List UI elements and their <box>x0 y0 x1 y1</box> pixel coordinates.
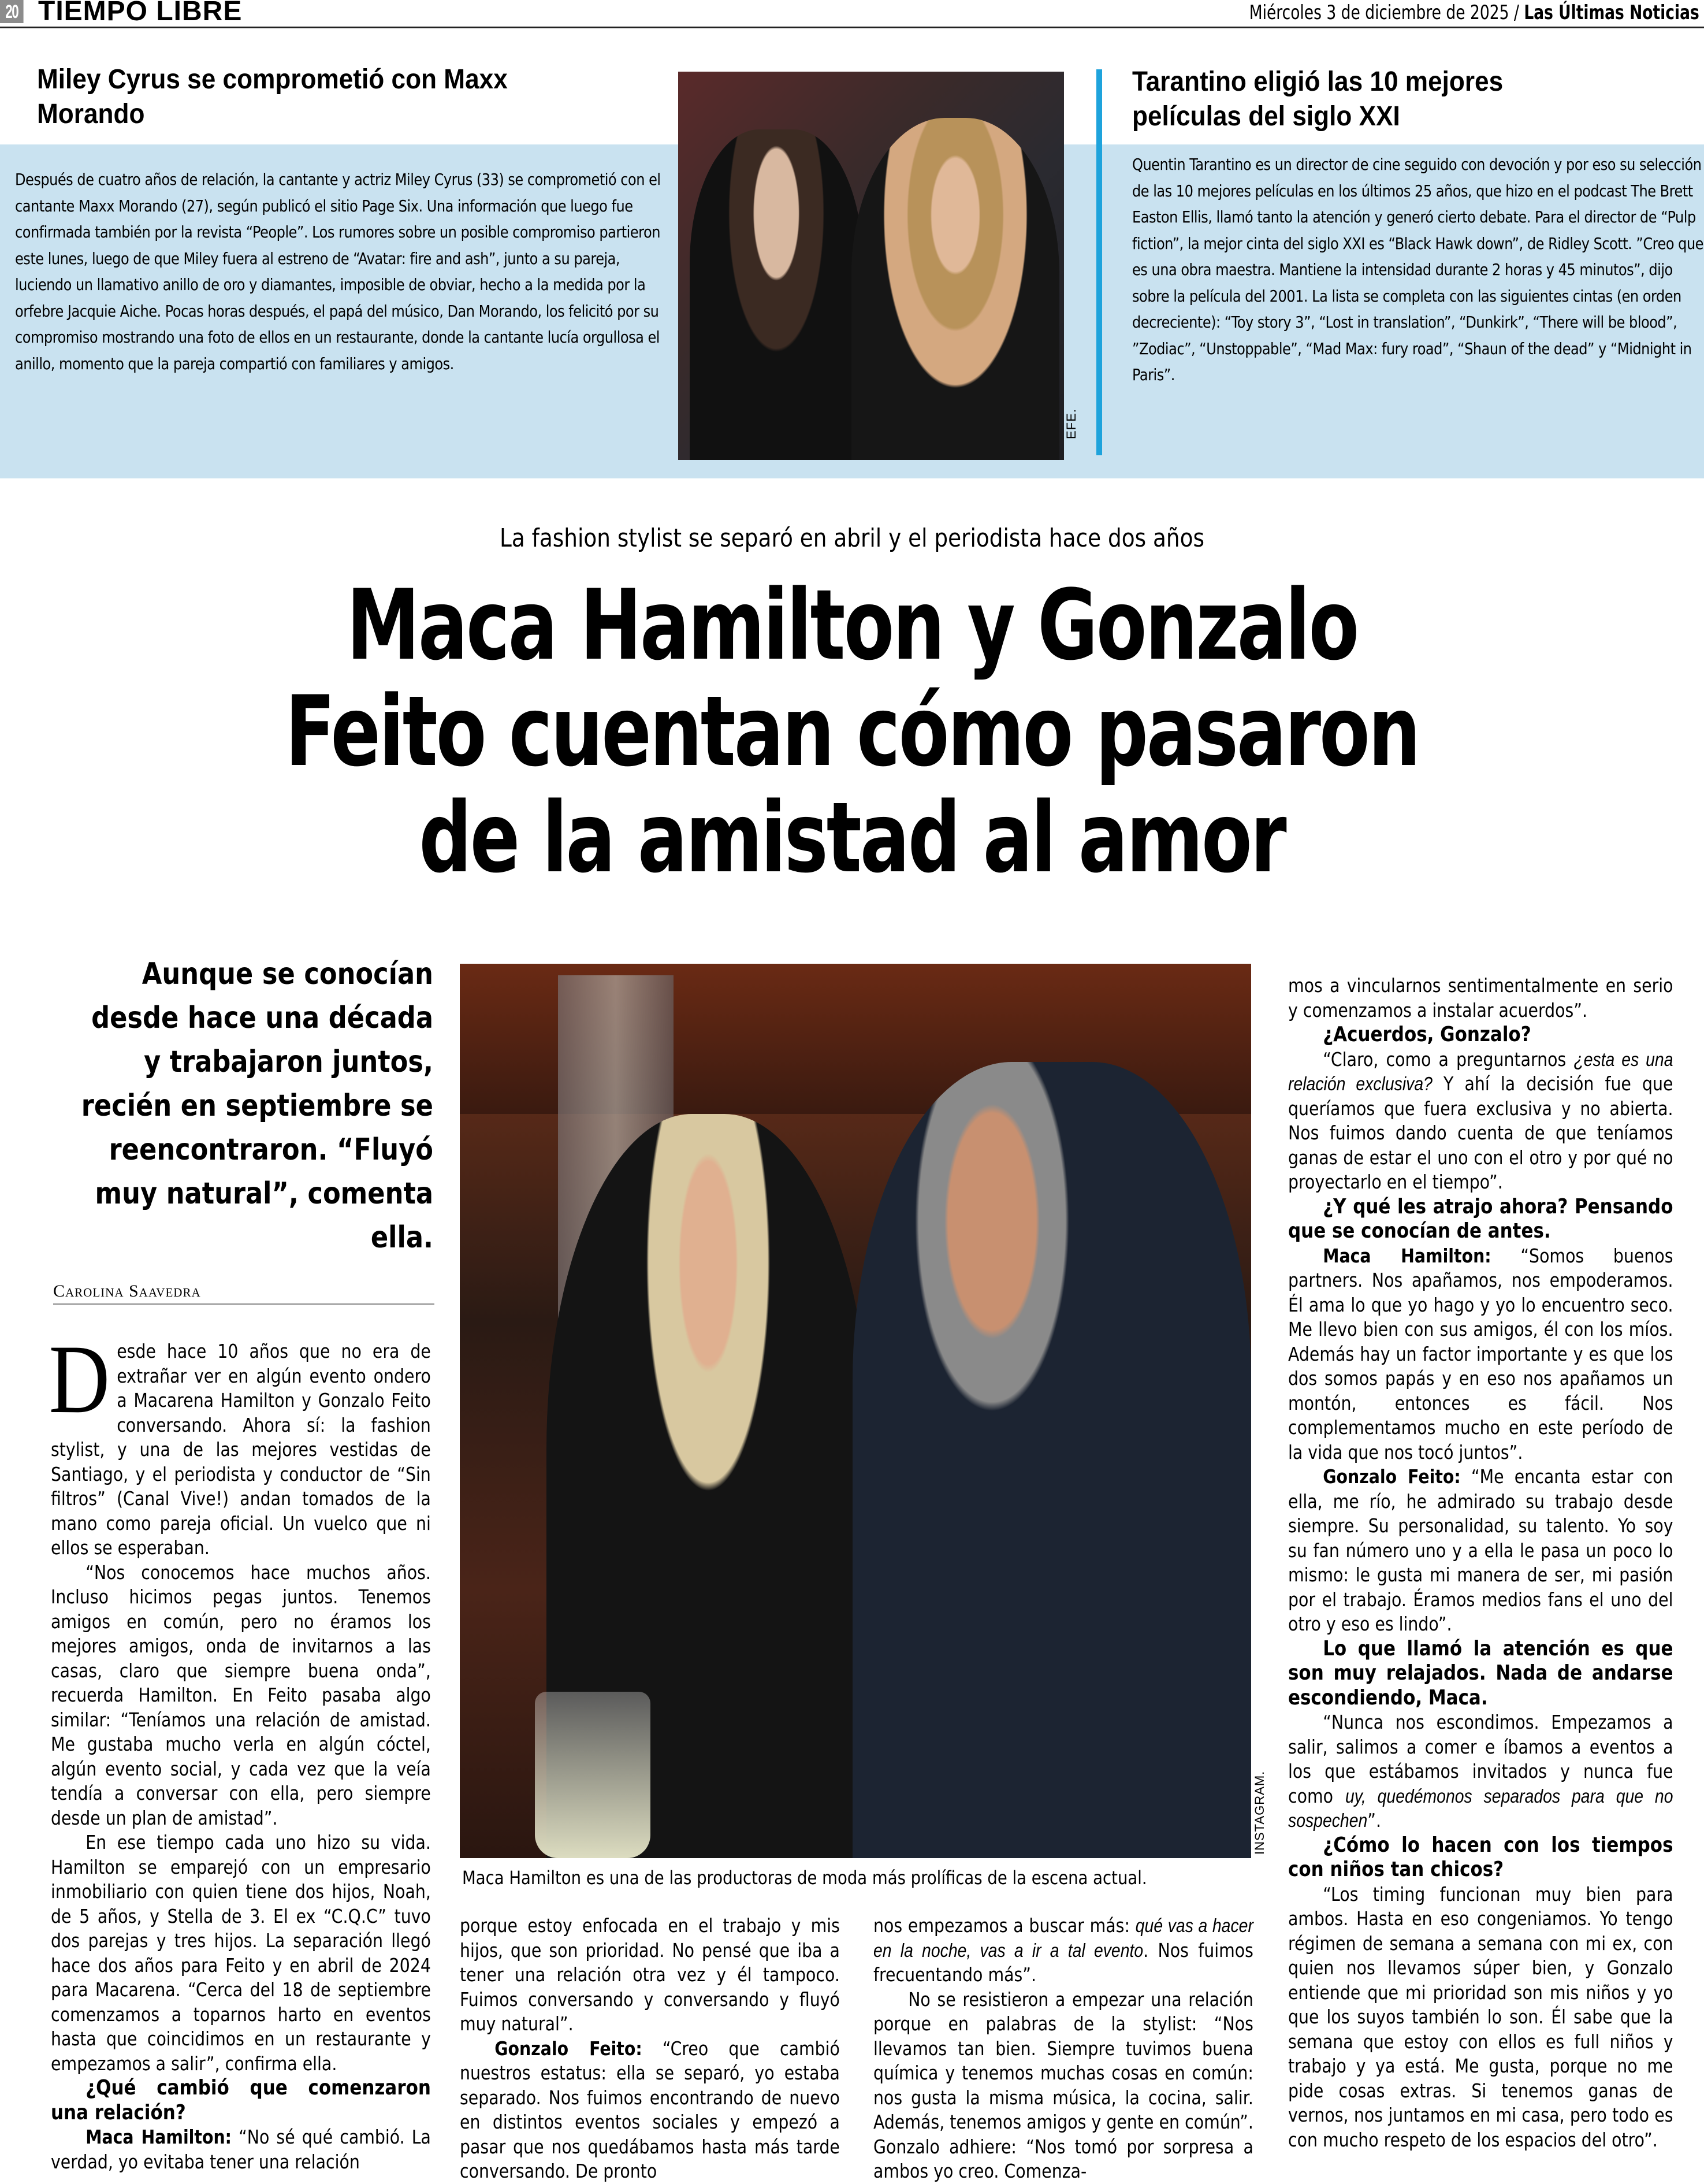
byline-rule <box>53 1303 434 1305</box>
accent-bar <box>1096 69 1102 455</box>
section-title: TIEMPO LIBRE <box>38 0 243 27</box>
photo-caption: Maca Hamilton es una de las productoras de moda más prolíficas de la escena actual. <box>462 1867 1147 1889</box>
italic-quote: qué vas a hacer en la noche, vas a ir a tal evento <box>873 1915 1253 1961</box>
interview-question: ¿Acuerdos, Gonzalo? <box>1323 1023 1531 1046</box>
photo-credit-instagram: INSTAGRAM. <box>1252 1770 1267 1855</box>
photo-figure-woman <box>851 118 1059 460</box>
byline: Carolina Saavedra <box>53 1282 201 1301</box>
article-column-4 <box>1288 974 1673 2152</box>
speaker-label: Gonzalo Feito: <box>494 2037 642 2060</box>
answer-text: “Claro, como a preguntarnos <box>1323 1048 1574 1071</box>
answer-text: porque estoy enfocada en el trabajo y mis hijos, que son prioridad. No pensé que iba a tener una relación otra vez y él tampoco. Fuimos conversando y conversando y fluyó muy natural”. <box>460 1914 840 2035</box>
interview-question: ¿Y qué les atrajo ahora? Pensando que se conocían de antes. <box>1288 1194 1673 1243</box>
photo-credit-efe: EFE. <box>1064 408 1078 439</box>
dateline-separator: / <box>1514 1 1520 24</box>
page-number: 20 <box>0 0 24 23</box>
answer-text: “Creo que cambió nuestros estatus: ella se separó, yo estaba separado. Nos fuimos encontrando de nuevo en distintos eventos sociales y empezó a pasar que nos quedábamos hasta más tarde conversando. De pronto <box>460 2037 840 2182</box>
interview-question: ¿Cómo lo hacen con los tiempos con niños tan chicos? <box>1288 1833 1673 1881</box>
answer-text: nos empezamos a buscar más: <box>873 1914 1136 1937</box>
answer-text: “Me encanta estar con ella, me río, he admirado su trabajo desde siempre. Su personalidad, su talento. Yo soy su fan número uno y a ella le pasa un poco lo mismo: le gusta mi manera de ser, mi pasión por el trabajo. Éramos medios fans el uno del otro y eso es lindo”. <box>1288 1465 1673 1635</box>
photo-figure-man <box>690 129 863 460</box>
dateline <box>1249 1 1699 24</box>
photo-glass <box>535 1692 650 1858</box>
article-kicker: La fashion stylist se separó en abril y el periodista hace dos años <box>500 523 1204 553</box>
interview-question: ¿Qué cambió que comenzaron una relación? <box>51 2076 431 2124</box>
answer-text: . Nos fuimos frecuentando más”. <box>873 1938 1253 1986</box>
publication-name: Las Últimas Noticias <box>1524 1 1699 24</box>
article-headline: Maca Hamilton y Gonzalo Feito cuentan cómo pasaron de la amistad al amor <box>285 569 1419 894</box>
answer-text: “Somos buenos partners. Nos apañamos, nos empoderamos. Él ama lo que yo hago y yo lo encuentro seco. Me llevo bien con sus amigos, él con los míos. Además hay un factor importante y es que los dos somos papás y en eso nos apañamos un montón, entonces es fácil. Nos complementamos mucho en este período de la vida que nos tocó juntos”. <box>1288 1244 1673 1464</box>
speaker-label: Gonzalo Feito: <box>1323 1465 1461 1488</box>
answer-text: “Los timing funcionan muy bien para ambos. Hasta en eso congeniamos. Yo tengo régimen de semana a semana con mi ex, con quien nos llevamos súper bien, y Gonzalo entiende que mi prioridad son mis niños y yo que los suyos también lo son. Él sabe que la semana que estoy con ellos es full niños y trabajo y ya está. Me gusta, porque no me pide cosas extras. Si tenemos ganas de vernos, nos juntamos en mi casa, pero todo es con mucho respeto de los espacios del otro”. <box>1288 1882 1673 2151</box>
answer-text: “No sé qué cambió. La verdad, yo evitaba tener una relación <box>51 2126 431 2173</box>
paragraph: “Nos conocemos hace muchos años. Incluso hicimos pegas juntos. Tenemos amigos en común, pero no éramos los mejores amigos, onda de invitarnos a las casas, claro que siempre buena onda”, recuerda Hamilton. En Feito pasaba algo similar: “Teníamos una relación de amistad. Me gustaba mucho verla en algún cóctel, algún evento social, y cada vez que la veía tendía a conversar con ella, pero siempre desde un plan de amistad”. <box>51 1561 431 1829</box>
paragraph: No se resistieron a empezar una relación porque en palabras de la stylist: “Nos llevamos tan bien. Siempre tuvimos buena química y tenemos muchas cosas en común: nos gusta la misma música, la cocina, salir. Además, tenemos amigos y gente en común”. Gonzalo adhiere: “Nos tomó por sorpresa a ambos yo creo. Comenza- <box>873 1988 1253 2182</box>
answer-text: ”. <box>1367 1809 1382 1832</box>
brief-miley-body: Después de cuatro años de relación, la cantante y actriz Miley Cyrus (33) se comprometió con el cantante Maxx Morando (27), según publicó el sitio Page Six. Una información que luego fue confirmada también por la revista “People”. Los rumores sobre un posible compromiso partieron este lunes, luego de que Miley fuera al estreno de “Avatar: fire and ash”, junto a su pareja, luciendo un llamativo anillo de oro y diamantes, imposible de obviar, hecho a la medida por la orfebre Jacquie Aiche. Pocas horas después, el papá del músico, Dan Morando, los felicitó por su compromiso mostrando una foto de ellos en un restaurante, donde la cantante lucía orgullosa el anillo, momento que la pareja compartió con familiares y amigos. <box>15 170 661 373</box>
drop-cap: D <box>49 1325 110 1433</box>
answer-text: Y ahí la decisión fue que queríamos que fuera exclusiva y no abierta. Nos fuimos dando cuenta de que teníamos ganas de estar el uno con el otro y por qué no proyectarlo en el tiempo”. <box>1288 1072 1673 1193</box>
article-column-3 <box>873 1914 1253 2184</box>
miley-morando-photo <box>678 72 1064 460</box>
answer-text: “Nunca nos escondimos. Empezamos a salir, salimos a comer e íbamos a eventos a los que estábamos invitados y nunca fue como <box>1288 1711 1673 1807</box>
paragraph: esde hace 10 años que no era de extrañar ver en algún evento ondero a Macarena Hamilton y Gonzalo Feito conversando. Ahora sí: la fashion stylist, y una de las mejores vestidas de Santiago, y el periodista y conductor de “Sin filtros” (Canal Vive!) andan tomados de la mano como pareja oficial. Un vuelco que ni ellos se esperaban. <box>51 1340 431 1559</box>
article-column-2 <box>460 1914 840 2184</box>
interview-question: Lo que llamó la atención es que son muy relajados. Nada de andarse escondiendo, Maca. <box>1288 1636 1673 1710</box>
paragraph: mos a vincularnos sentimentalmente en serio y comenzamos a instalar acuerdos”. <box>1288 974 1673 1022</box>
article-deck: Aunque se conocían desde hace una década y trabajaron juntos, recién en septiembre se reencontraron. “Fluyó muy natural”, comenta ella. <box>81 957 434 1255</box>
issue-date: Miércoles 3 de diciembre de 2025 <box>1249 1 1509 24</box>
italic-quote: ¿esta es una relación exclusiva? <box>1288 1048 1673 1094</box>
header-rule <box>0 27 1704 28</box>
speaker-label: Maca Hamilton: <box>1323 1244 1491 1267</box>
brief-miley-title: Miley Cyrus se comprometió con Maxx Morando <box>37 64 508 129</box>
article-column-1 <box>49 1325 431 2174</box>
brief-tarantino-title: Tarantino eligió las 10 mejores películas del siglo XXI <box>1132 66 1504 132</box>
brief-tarantino-body: Quentin Tarantino es un director de cine seguido con devoción y por eso su selección de las 10 mejores películas en los últimos 25 años, que hizo en el podcast The Brett Easton Ellis, llamó tanto la atención y generó cierto debate. Para el director de “Pulp fiction”, la mejor cinta del siglo XXI es “Black Hawk down”, de Ridley Scott. ”Creo que es una obra maestra. Mantiene la intensidad durante 2 horas y 45 minutos”, dijo sobre la película del 2001. La lista se completa con las siguientes cintas (en orden decreciente): “Toy story 3”, “Lost in translation”, “Dunkirk”, “There will be blood”, ”Zodiac”, “Unstoppable”, “Mad Max: fury road”, “Shaun of the dead” y “Midnight in Paris”. <box>1132 155 1703 384</box>
photo-figure-man <box>853 1062 1251 1858</box>
paragraph: En ese tiempo cada uno hizo su vida. Hamilton se emparejó con un empresario inmobiliario con quien tiene dos hijos, Noah, de 5 años, y Stella de 3. El ex “C.Q.C” tuvo dos parejas y tres hijos. La separación llegó hace dos años para Feito y en abril de 2024 para Macarena. “Cerca del 18 de septiembre comenzamos a toparnos harto en eventos hasta que coincidimos en un restaurante y empezamos a salir”, confirma ella. <box>51 1831 431 2075</box>
italic-quote: uy, quedémonos separados para que no sospechen <box>1288 1785 1673 1831</box>
speaker-label: Maca Hamilton: <box>85 2126 232 2148</box>
hamilton-feito-photo <box>460 964 1251 1858</box>
